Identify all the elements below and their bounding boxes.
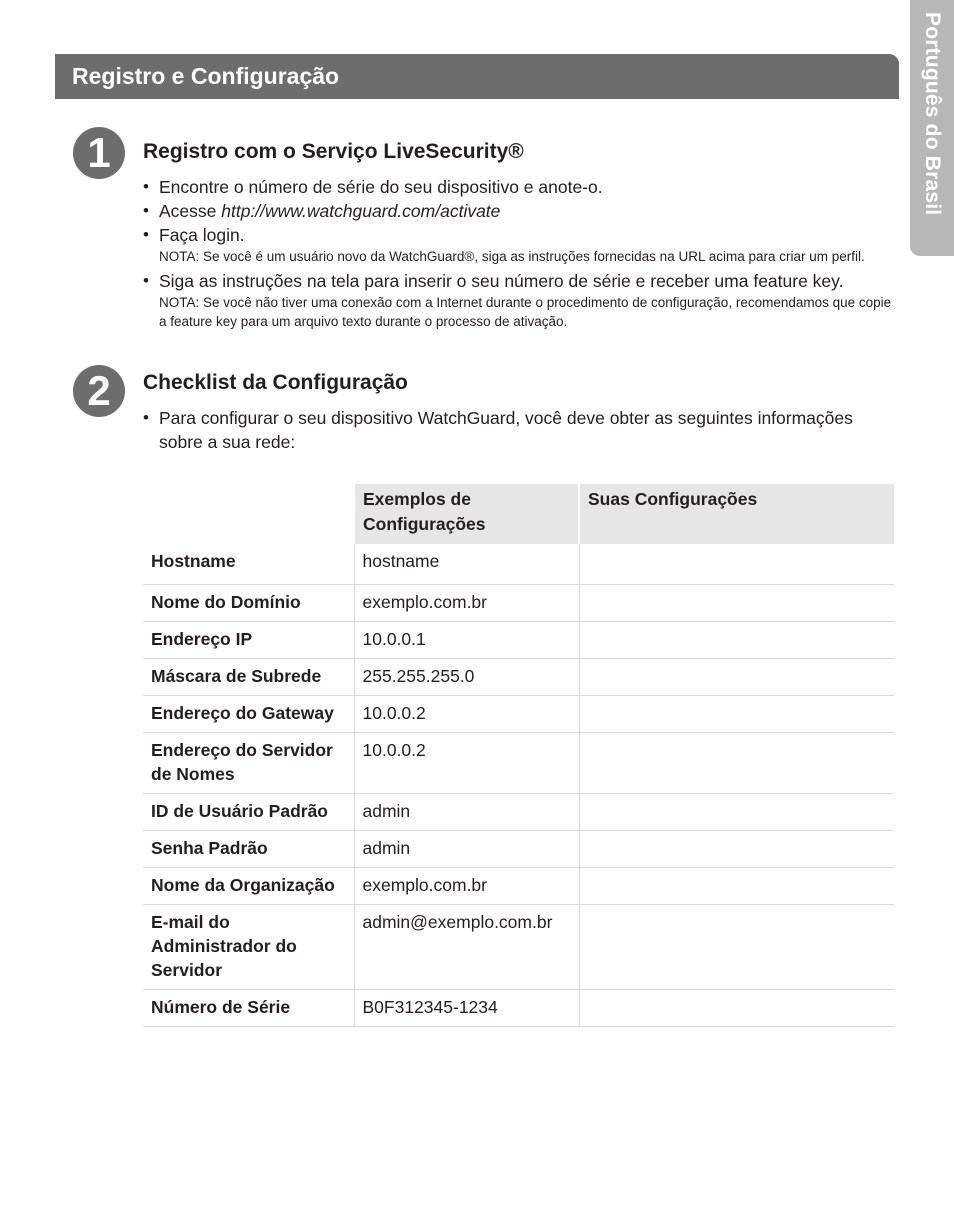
language-side-tab	[910, 0, 954, 256]
example-value: exemplo.com.br	[354, 585, 579, 622]
section-header-bar	[55, 54, 899, 99]
table-row	[143, 585, 894, 622]
setting-label: Nome do Domínio	[143, 585, 354, 622]
setting-label: Nome da Organização	[143, 868, 354, 905]
list-item	[143, 199, 895, 223]
list-item	[143, 406, 895, 454]
your-setting-value	[579, 585, 894, 622]
table-row	[143, 622, 894, 659]
step-2-instructions-list	[143, 406, 895, 454]
column-header-your-settings: Suas Configurações	[579, 484, 894, 544]
step-2-number-badge: 2	[73, 365, 125, 417]
instruction-text: • Para configurar o seu dispositivo WatchGuard, você deve obter as seguintes informações sobre a sua rede:	[159, 408, 853, 452]
list-item	[143, 223, 895, 266]
setting-label: E-mail do Administrador do Servidor	[143, 905, 354, 990]
step-2-heading: Checklist da Configuração	[143, 371, 408, 394]
your-setting-value	[579, 831, 894, 868]
table-header-row	[143, 484, 894, 544]
table-row	[143, 659, 894, 696]
note-text: NOTA: Se você é um usuário novo da WatchGuard®, siga as instruções fornecidas na URL acima para criar um perfil.	[159, 249, 865, 264]
your-setting-value	[579, 696, 894, 733]
example-value: 255.255.255.0	[354, 659, 579, 696]
instruction-text: • Faça login.	[159, 225, 245, 245]
note-text: NOTA: Se você não tiver uma conexão com a Internet durante o procedimento de configuração, recomendamos que copie a feature key para um arquivo texto durante o processo de ativação.	[159, 295, 892, 329]
language-tab-label: Português do Brasil	[921, 12, 944, 216]
example-value: admin	[354, 831, 579, 868]
example-value: hostname	[354, 544, 579, 585]
setting-label: ID de Usuário Padrão	[143, 794, 354, 831]
table-row	[143, 868, 894, 905]
instruction-text: • Siga as instruções na tela para inserir o seu número de série e receber uma feature key.	[159, 271, 844, 291]
table-row	[143, 733, 894, 794]
your-setting-value	[579, 794, 894, 831]
step-1-number-badge: 1	[73, 127, 125, 179]
setting-label: Senha Padrão	[143, 831, 354, 868]
list-item	[143, 269, 895, 331]
your-setting-value	[579, 905, 894, 990]
your-setting-value	[579, 544, 894, 585]
your-setting-value	[579, 868, 894, 905]
table-row	[143, 831, 894, 868]
instruction-text	[159, 199, 895, 223]
step-1-instructions-list	[143, 175, 895, 331]
setting-label: Número de Série	[143, 990, 354, 1027]
column-header-examples: Exemplos de Configurações	[354, 484, 579, 544]
section-title: Registro e Configuração	[72, 63, 340, 89]
list-item	[143, 175, 895, 199]
your-setting-value	[579, 733, 894, 794]
setting-label: Endereço do Servidor de Nomes	[143, 733, 354, 794]
your-setting-value	[579, 659, 894, 696]
table-row	[143, 990, 894, 1027]
setting-label: Endereço IP	[143, 622, 354, 659]
table-row	[143, 794, 894, 831]
example-value: 10.0.0.2	[354, 696, 579, 733]
instruction-prefix: Acesse	[159, 201, 222, 221]
step-1-heading: Registro com o Serviço LiveSecurity®	[143, 140, 524, 163]
example-value: admin	[354, 794, 579, 831]
instruction-text: • Encontre o número de série do seu dispositivo e anote-o.	[159, 177, 603, 197]
example-value: exemplo.com.br	[354, 868, 579, 905]
table-row	[143, 696, 894, 733]
configuration-checklist-table	[143, 484, 894, 1027]
example-value: B0F312345-1234	[354, 990, 579, 1027]
table-row	[143, 544, 894, 585]
example-value: 10.0.0.2	[354, 733, 579, 794]
your-setting-value	[579, 622, 894, 659]
table-row	[143, 905, 894, 990]
activation-url-link[interactable]: http://www.watchguard.com/activate	[221, 201, 501, 221]
setting-label: Hostname	[143, 544, 354, 585]
your-setting-value	[579, 990, 894, 1027]
setting-label: Endereço do Gateway	[143, 696, 354, 733]
column-header-empty	[143, 484, 354, 544]
setting-label: Máscara de Subrede	[143, 659, 354, 696]
example-value: 10.0.0.1	[354, 622, 579, 659]
example-value: admin@exemplo.com.br	[354, 905, 579, 990]
